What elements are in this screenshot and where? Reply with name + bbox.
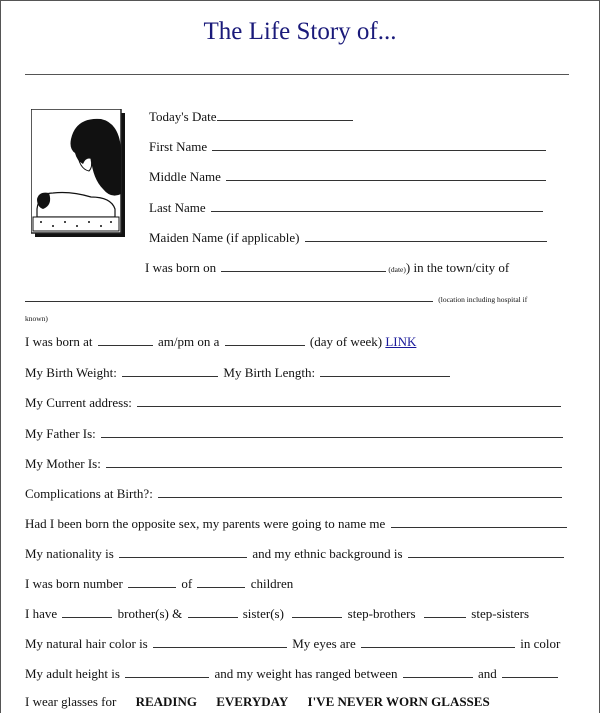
address-label: My Current address: <box>25 395 132 410</box>
maiden-name-label: Maiden Name (if applicable) <box>149 230 300 245</box>
hair-color-label: My natural hair color is <box>25 636 148 651</box>
step-brothers-field[interactable] <box>292 605 342 618</box>
birth-date-field[interactable] <box>221 259 386 272</box>
todays-date-label: Today's Date <box>149 109 217 124</box>
and-label: and <box>478 666 497 681</box>
last-name-field[interactable] <box>211 199 543 212</box>
date-note: (date) <box>388 265 406 274</box>
sisters-field[interactable] <box>188 605 238 618</box>
step-sisters-field[interactable] <box>424 605 466 618</box>
complications-row <box>25 485 564 502</box>
born-on-label: I was born on <box>145 260 217 275</box>
appearance-row <box>25 635 560 652</box>
birth-number-label: I was born number <box>25 576 123 591</box>
weight-label: and my weight has ranged between <box>214 666 398 681</box>
mother-label: My Mother Is: <box>25 456 101 471</box>
height-weight-row <box>25 665 560 682</box>
siblings-row <box>25 605 529 622</box>
location-note-cont: known) <box>25 314 48 323</box>
mother-row <box>25 455 564 472</box>
birth-weight-field[interactable] <box>122 364 218 377</box>
step-brothers-label: step-brothers <box>347 606 416 621</box>
ethnic-field[interactable] <box>408 545 564 558</box>
height-label: My adult height is <box>25 666 120 681</box>
glasses-option-never[interactable]: I'VE NEVER WORN GLASSES <box>307 694 490 709</box>
day-of-week-label: (day of week) <box>309 334 383 349</box>
glasses-option-everyday[interactable]: EVERYDAY <box>216 694 289 709</box>
weight-min-field[interactable] <box>403 665 473 678</box>
in-color-label: in color <box>520 636 561 651</box>
birth-location-field[interactable] <box>25 289 433 302</box>
brothers-field[interactable] <box>62 605 112 618</box>
middle-name-row <box>149 168 548 185</box>
opposite-sex-name-field[interactable] <box>391 515 567 528</box>
birth-stats-row <box>25 364 452 381</box>
birth-time-field[interactable] <box>98 333 153 346</box>
weight-max-field[interactable] <box>502 665 558 678</box>
father-field[interactable] <box>101 425 563 438</box>
of-label: of <box>181 576 193 591</box>
eye-color-field[interactable] <box>361 635 515 648</box>
complications-field[interactable] <box>158 485 562 498</box>
born-at-row <box>25 333 416 350</box>
glasses-option-reading[interactable]: READING <box>135 694 197 709</box>
last-name-label: Last Name <box>149 200 206 215</box>
ampm-label: am/pm on a <box>158 334 220 349</box>
born-on-row <box>145 259 509 278</box>
middle-name-label: Middle Name <box>149 169 221 184</box>
nationality-field[interactable] <box>119 545 247 558</box>
title-rule <box>25 74 569 75</box>
mother-baby-illustration <box>31 109 125 237</box>
eye-color-label: My eyes are <box>292 636 356 651</box>
nationality-row <box>25 545 566 562</box>
glasses-row <box>25 694 490 710</box>
birth-number-row <box>25 575 293 592</box>
day-of-week-link[interactable]: LINK <box>385 334 417 349</box>
nationality-label: My nationality is <box>25 546 114 561</box>
children-label: children <box>250 576 294 591</box>
opposite-sex-row <box>25 515 569 532</box>
height-field[interactable] <box>125 665 209 678</box>
town-city-label: ) in the town/city of <box>405 260 510 275</box>
have-label: I have <box>25 606 58 621</box>
hair-color-field[interactable] <box>153 635 287 648</box>
birth-number-field[interactable] <box>128 575 176 588</box>
born-at-label: I was born at <box>25 334 93 349</box>
location-note: (location including hospital if <box>438 295 528 304</box>
first-name-field[interactable] <box>212 138 546 151</box>
location-row <box>25 289 527 308</box>
complications-label: Complications at Birth?: <box>25 486 153 501</box>
step-sisters-label: step-sisters <box>471 606 530 621</box>
birth-length-label: My Birth Length: <box>223 365 316 380</box>
middle-name-field[interactable] <box>226 168 546 181</box>
brothers-label: brother(s) & <box>117 606 183 621</box>
birth-weight-label: My Birth Weight: <box>25 365 117 380</box>
father-row <box>25 425 565 442</box>
ethnic-label: and my ethnic background is <box>252 546 403 561</box>
opposite-sex-label: Had I been born the opposite sex, my parents were going to name me <box>25 516 386 531</box>
first-name-row <box>149 138 548 155</box>
todays-date-field[interactable] <box>217 108 353 121</box>
maiden-name-row <box>149 229 549 246</box>
sisters-label: sister(s) <box>242 606 284 621</box>
last-name-row <box>149 199 545 216</box>
address-row <box>25 394 563 411</box>
mother-field[interactable] <box>106 455 562 468</box>
first-name-label: First Name <box>149 139 208 154</box>
address-field[interactable] <box>137 394 561 407</box>
glasses-label: I wear glasses for <box>25 694 117 709</box>
father-label: My Father Is: <box>25 426 96 441</box>
total-children-field[interactable] <box>197 575 245 588</box>
birth-length-field[interactable] <box>320 364 450 377</box>
day-of-week-field[interactable] <box>225 333 305 346</box>
todays-date-row <box>149 108 355 125</box>
maiden-name-field[interactable] <box>305 229 547 242</box>
page-title: The Life Story of... <box>203 18 397 45</box>
